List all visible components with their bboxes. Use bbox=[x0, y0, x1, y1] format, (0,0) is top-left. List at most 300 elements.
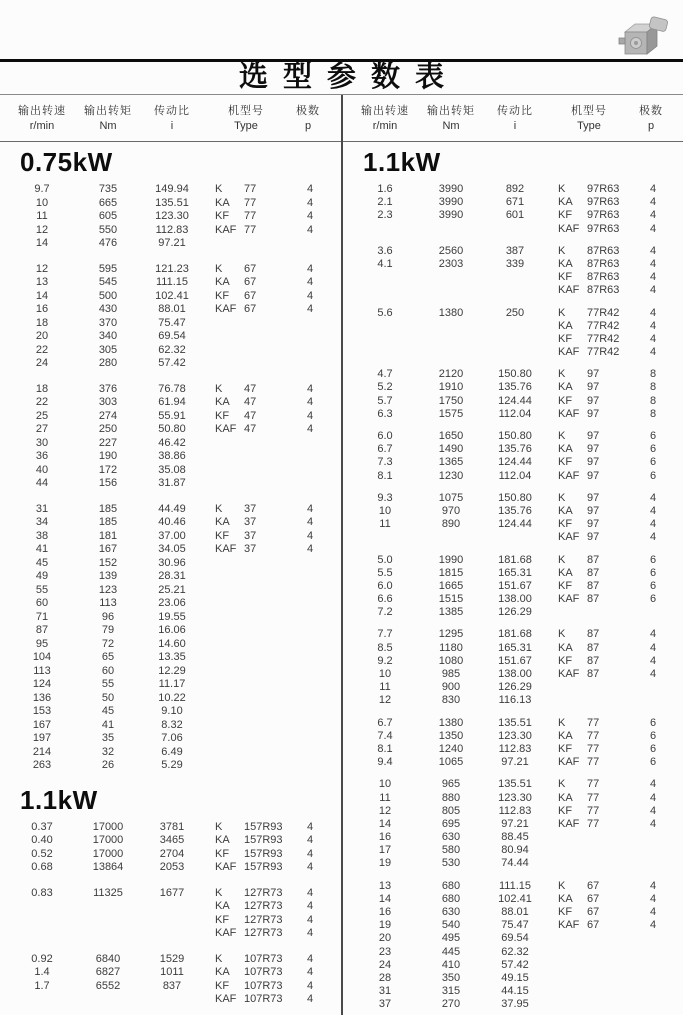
ratio-cell: 181.68 bbox=[498, 553, 532, 566]
page-title: 选型参数表 bbox=[238, 61, 459, 93]
type-model-cell bbox=[244, 344, 296, 358]
torque-cell: 605 bbox=[98, 210, 118, 222]
poles-cell: 4 bbox=[649, 641, 657, 654]
type-prefix-cell: K bbox=[558, 244, 566, 257]
poles-cell bbox=[296, 638, 324, 652]
type-model-cell bbox=[244, 732, 296, 746]
torque-cell: 139 bbox=[98, 570, 118, 582]
ratio-cell: 3465 bbox=[159, 834, 185, 846]
ratio-cell: 44.49 bbox=[158, 502, 186, 515]
type-model-cell: 97R63 bbox=[587, 196, 620, 209]
ratio-cell: 31.87 bbox=[158, 477, 186, 489]
table-row bbox=[343, 972, 683, 985]
type-model-cell bbox=[244, 665, 296, 679]
table-row bbox=[0, 330, 341, 344]
torque-cell: 900 bbox=[441, 681, 461, 694]
type-prefix-cell bbox=[212, 597, 244, 611]
column-header-cn: 输出转速 bbox=[361, 104, 409, 117]
torque-cell: 540 bbox=[441, 919, 461, 932]
table-row bbox=[343, 554, 683, 567]
speed-cell bbox=[0, 993, 84, 1007]
type-prefix-cell: KF bbox=[558, 518, 573, 531]
table-row bbox=[343, 880, 683, 893]
type-model-cell: 87 bbox=[587, 654, 600, 667]
ratio-cell: 138.00 bbox=[498, 668, 532, 680]
ratio-cell: 37.95 bbox=[501, 998, 529, 1011]
type-prefix-cell bbox=[212, 557, 244, 571]
ratio-cell: 69.54 bbox=[501, 932, 529, 945]
ratio-cell: 97.21 bbox=[158, 237, 186, 249]
type-model-cell bbox=[587, 972, 639, 985]
type-prefix-cell bbox=[212, 464, 244, 478]
torque-cell: 190 bbox=[98, 450, 118, 462]
type-model-cell bbox=[244, 317, 296, 331]
type-prefix-cell: K bbox=[215, 886, 223, 899]
speed-cell: 14 bbox=[35, 237, 49, 249]
torque-cell: 26 bbox=[101, 759, 115, 771]
column-header bbox=[427, 104, 475, 134]
torque-cell: 2120 bbox=[438, 368, 464, 381]
torque-cell bbox=[427, 271, 475, 284]
type-prefix-cell: KF bbox=[215, 913, 230, 926]
ratio-cell: 1529 bbox=[159, 952, 185, 965]
speed-cell: 14 bbox=[378, 892, 392, 905]
speed-cell: 95 bbox=[35, 637, 49, 650]
table-row bbox=[0, 516, 341, 530]
type-prefix-cell bbox=[555, 959, 587, 972]
table-row bbox=[343, 284, 683, 297]
speed-cell: 22 bbox=[35, 396, 49, 408]
torque-cell: 55 bbox=[101, 678, 115, 690]
type-model-cell bbox=[587, 932, 639, 945]
type-model-cell: 107R73 bbox=[244, 952, 283, 965]
torque-cell: 630 bbox=[441, 831, 461, 844]
ratio-cell bbox=[132, 993, 212, 1007]
table-column-left bbox=[0, 95, 341, 1015]
poles-cell: 6 bbox=[649, 469, 657, 482]
torque-cell: 880 bbox=[441, 791, 461, 804]
column-header bbox=[343, 104, 427, 134]
type-model-cell: 97R63 bbox=[587, 183, 620, 195]
torque-cell: 305 bbox=[98, 343, 118, 356]
column-header-unit: i bbox=[513, 119, 517, 132]
ratio-cell: 97.21 bbox=[501, 756, 529, 769]
torque-cell: 152 bbox=[98, 556, 118, 569]
torque-cell: 72 bbox=[101, 637, 115, 650]
ratio-cell: 124.44 bbox=[498, 456, 532, 469]
speed-cell: 136 bbox=[32, 691, 52, 704]
torque-cell: 500 bbox=[98, 289, 118, 302]
torque-cell: 2303 bbox=[438, 257, 464, 270]
type-prefix-cell: K bbox=[558, 491, 566, 504]
speed-cell: 20 bbox=[35, 330, 49, 342]
poles-cell bbox=[296, 692, 324, 706]
type-prefix-cell: K bbox=[558, 553, 566, 566]
type-model-cell: 97 bbox=[587, 504, 600, 517]
ratio-cell: 76.78 bbox=[158, 382, 186, 395]
table-row bbox=[343, 307, 683, 320]
speed-cell: 263 bbox=[32, 759, 52, 771]
poles-cell: 4 bbox=[306, 820, 314, 833]
torque-cell: 50 bbox=[101, 691, 115, 704]
poles-cell bbox=[296, 759, 324, 773]
type-prefix-cell: KAF bbox=[558, 469, 580, 482]
poles-cell: 6 bbox=[649, 456, 657, 469]
ratio-cell bbox=[475, 320, 555, 333]
type-prefix-cell: KA bbox=[215, 834, 230, 846]
speed-cell: 19 bbox=[378, 857, 392, 870]
type-model-cell: 87R63 bbox=[587, 284, 620, 297]
poles-cell: 4 bbox=[649, 654, 657, 667]
table-row bbox=[343, 271, 683, 284]
speed-cell: 31 bbox=[35, 502, 49, 515]
torque-cell: 376 bbox=[98, 382, 118, 395]
torque-cell: 495 bbox=[441, 932, 461, 945]
type-model-cell: 97 bbox=[587, 381, 600, 394]
poles-cell bbox=[296, 437, 324, 451]
ratio-cell: 111.15 bbox=[155, 276, 188, 288]
type-model-cell bbox=[244, 638, 296, 652]
speed-cell: 14 bbox=[35, 289, 49, 302]
speed-cell: 11 bbox=[379, 518, 391, 531]
speed-cell: 6.6 bbox=[377, 593, 393, 606]
type-prefix-cell: K bbox=[558, 430, 566, 442]
power-section-heading: 0.75kW bbox=[20, 147, 113, 177]
table-row bbox=[0, 611, 341, 625]
torque-cell: 735 bbox=[98, 183, 118, 195]
type-prefix-cell: KAF bbox=[558, 919, 580, 932]
torque-cell: 181 bbox=[98, 529, 118, 542]
type-model-cell: 77 bbox=[587, 817, 600, 830]
column-header-unit: Type bbox=[234, 119, 258, 132]
torque-cell: 13864 bbox=[92, 861, 124, 873]
poles-cell: 4 bbox=[649, 919, 657, 932]
type-prefix-cell: KAF bbox=[215, 927, 237, 939]
type-model-cell bbox=[587, 606, 639, 619]
poles-cell: 6 bbox=[649, 742, 657, 755]
type-prefix-cell: KAF bbox=[558, 756, 580, 769]
torque-cell: 695 bbox=[441, 817, 461, 830]
speed-cell: 9.3 bbox=[377, 491, 393, 504]
ratio-cell: 38.86 bbox=[158, 450, 186, 462]
speed-cell: 55 bbox=[35, 583, 49, 596]
poles-cell bbox=[296, 330, 324, 344]
poles-cell bbox=[296, 732, 324, 746]
poles-cell: 6 bbox=[649, 553, 657, 566]
ratio-cell: 49.15 bbox=[501, 971, 529, 984]
type-model-cell: 77 bbox=[244, 210, 257, 222]
speed-cell: 45 bbox=[35, 556, 49, 569]
type-model-cell bbox=[587, 946, 639, 959]
type-prefix-cell: K bbox=[215, 262, 223, 275]
table-row bbox=[0, 503, 341, 517]
torque-cell: 1515 bbox=[438, 593, 464, 606]
poles-cell: 4 bbox=[649, 306, 657, 319]
column-header-row bbox=[0, 95, 341, 142]
poles-cell bbox=[296, 705, 324, 719]
table-row bbox=[0, 477, 341, 491]
torque-cell: 41 bbox=[101, 718, 115, 731]
type-prefix-cell: KAF bbox=[558, 407, 580, 420]
torque-cell: 280 bbox=[98, 357, 118, 369]
torque-cell: 630 bbox=[441, 906, 461, 918]
type-model-cell bbox=[244, 746, 296, 760]
ratio-cell: 150.80 bbox=[498, 368, 532, 381]
torque-cell: 3990 bbox=[438, 209, 464, 222]
type-prefix-cell: KF bbox=[215, 289, 230, 302]
speed-cell: 12 bbox=[35, 223, 49, 236]
poles-cell bbox=[296, 611, 324, 625]
speed-cell: 34 bbox=[35, 516, 49, 528]
type-model-cell bbox=[244, 597, 296, 611]
torque-cell: 1990 bbox=[438, 553, 464, 566]
poles-cell: 4 bbox=[649, 906, 657, 918]
table-body-right bbox=[343, 142, 683, 1012]
ratio-cell bbox=[475, 284, 555, 297]
type-model-cell bbox=[244, 570, 296, 584]
ratio-cell: 2053 bbox=[159, 861, 185, 873]
torque-cell: 6840 bbox=[95, 952, 121, 965]
ratio-cell: 135.51 bbox=[155, 196, 189, 209]
table-row bbox=[343, 717, 683, 730]
poles-cell: 4 bbox=[306, 834, 314, 846]
table-row bbox=[0, 410, 341, 424]
torque-cell: 1230 bbox=[438, 469, 464, 482]
type-model-cell bbox=[244, 624, 296, 638]
torque-cell: 1385 bbox=[438, 606, 464, 619]
ratio-cell: 57.42 bbox=[501, 958, 529, 971]
type-model-cell: 67 bbox=[244, 303, 257, 315]
column-header-cn: 传动比 bbox=[497, 104, 533, 117]
table-row bbox=[343, 593, 683, 606]
type-model-cell bbox=[244, 464, 296, 478]
column-header-unit: i bbox=[170, 119, 174, 132]
table-row bbox=[343, 223, 683, 236]
table-row bbox=[343, 857, 683, 870]
speed-cell: 8.1 bbox=[377, 469, 393, 482]
type-model-cell: 77 bbox=[587, 716, 600, 729]
table-row bbox=[343, 456, 683, 469]
poles-cell bbox=[296, 317, 324, 331]
speed-cell: 16 bbox=[378, 831, 392, 844]
poles-cell: 4 bbox=[649, 284, 657, 297]
type-model-cell bbox=[244, 557, 296, 571]
type-model-cell: 87R63 bbox=[587, 244, 620, 257]
type-prefix-cell: KAF bbox=[215, 223, 237, 236]
type-model-cell: 87 bbox=[587, 628, 600, 641]
type-model-cell: 47 bbox=[244, 423, 257, 435]
type-prefix-cell bbox=[555, 694, 587, 707]
speed-cell: 71 bbox=[35, 610, 49, 623]
speed-cell: 41 bbox=[35, 543, 49, 555]
type-model-cell: 97 bbox=[587, 368, 600, 381]
type-model-cell: 87 bbox=[587, 566, 600, 579]
speed-cell: 6.7 bbox=[377, 716, 393, 729]
type-prefix-cell: KF bbox=[215, 847, 230, 860]
type-prefix-cell bbox=[212, 570, 244, 584]
torque-cell: 665 bbox=[98, 196, 118, 209]
speed-cell: 0.92 bbox=[31, 952, 53, 965]
gear-frame-block bbox=[343, 430, 683, 483]
type-prefix-cell: KA bbox=[558, 566, 573, 579]
type-prefix-cell: KAF bbox=[558, 817, 580, 830]
table-row bbox=[343, 381, 683, 394]
speed-cell: 12 bbox=[378, 804, 392, 817]
torque-cell: 11325 bbox=[93, 886, 123, 899]
type-model-cell: 87 bbox=[587, 579, 600, 592]
speed-cell: 1.6 bbox=[377, 183, 393, 195]
type-model-cell: 87R63 bbox=[587, 257, 620, 270]
torque-cell bbox=[84, 927, 132, 941]
speed-cell: 30 bbox=[35, 436, 49, 449]
table-row bbox=[343, 346, 683, 359]
type-model-cell: 97R63 bbox=[587, 222, 620, 235]
torque-cell: 1075 bbox=[438, 491, 464, 504]
table-row bbox=[343, 470, 683, 483]
torque-cell: 185 bbox=[98, 516, 118, 528]
poles-cell: 4 bbox=[306, 847, 314, 860]
gear-frame-block bbox=[343, 307, 683, 360]
ratio-cell: 112.83 bbox=[498, 804, 532, 817]
ratio-cell: 74.44 bbox=[501, 857, 529, 870]
type-model-cell bbox=[244, 450, 296, 464]
ratio-cell: 112.83 bbox=[155, 223, 189, 236]
column-header bbox=[555, 104, 623, 134]
torque-cell: 1380 bbox=[438, 716, 464, 729]
type-model-cell bbox=[244, 692, 296, 706]
type-prefix-cell: KF bbox=[215, 210, 230, 222]
table-row bbox=[0, 692, 341, 706]
gear-frame-block bbox=[0, 263, 341, 371]
table-row bbox=[0, 530, 341, 544]
type-prefix-cell bbox=[212, 611, 244, 625]
table-row bbox=[343, 743, 683, 756]
type-prefix-cell: KA bbox=[558, 257, 573, 270]
gear-frame-block bbox=[343, 492, 683, 545]
column-header bbox=[0, 104, 84, 134]
speed-cell: 113 bbox=[33, 664, 51, 677]
poles-cell bbox=[639, 972, 667, 985]
ratio-cell: 135.51 bbox=[498, 716, 532, 729]
speed-cell: 6.7 bbox=[377, 443, 393, 456]
poles-cell: 4 bbox=[306, 952, 314, 965]
ratio-cell bbox=[132, 927, 212, 941]
type-model-cell: 87 bbox=[587, 668, 600, 680]
ratio-cell: 124.44 bbox=[498, 394, 532, 407]
gear-frame-block bbox=[343, 717, 683, 770]
type-model-cell: 97 bbox=[587, 443, 600, 456]
ratio-cell: 11.17 bbox=[158, 678, 186, 690]
poles-cell: 4 bbox=[649, 183, 657, 195]
ratio-cell: 250 bbox=[505, 306, 525, 319]
torque-cell: 476 bbox=[98, 237, 118, 249]
poles-cell bbox=[639, 998, 667, 1011]
gearmotor-photo-icon bbox=[617, 14, 671, 58]
type-model-cell: 67 bbox=[587, 892, 600, 905]
type-prefix-cell: KAF bbox=[558, 222, 580, 235]
poles-cell: 4 bbox=[306, 196, 314, 209]
poles-cell: 4 bbox=[306, 423, 314, 435]
type-model-cell: 77 bbox=[587, 791, 600, 804]
type-prefix-cell bbox=[555, 985, 587, 998]
ratio-cell bbox=[475, 531, 555, 544]
table-row bbox=[0, 759, 341, 773]
table-row bbox=[343, 831, 683, 844]
table-row bbox=[0, 834, 341, 848]
table-row bbox=[343, 580, 683, 593]
poles-cell: 4 bbox=[306, 900, 314, 912]
torque-cell: 680 bbox=[441, 892, 461, 905]
column-header-unit: Nm bbox=[99, 119, 117, 132]
poles-cell: 4 bbox=[649, 817, 657, 830]
type-model-cell: 157R93 bbox=[244, 820, 283, 833]
speed-cell: 40 bbox=[35, 463, 49, 476]
speed-cell: 10 bbox=[378, 668, 392, 680]
torque-cell: 1665 bbox=[438, 579, 464, 592]
table-row bbox=[0, 557, 341, 571]
table-row bbox=[343, 395, 683, 408]
poles-cell bbox=[296, 570, 324, 584]
ratio-cell: 112.04 bbox=[498, 469, 532, 482]
poles-cell: 8 bbox=[649, 394, 657, 407]
type-model-cell: 87 bbox=[587, 593, 600, 606]
ratio-cell: 12.29 bbox=[158, 664, 186, 677]
poles-cell: 4 bbox=[306, 529, 314, 542]
poles-cell: 6 bbox=[649, 756, 657, 769]
table-row bbox=[343, 408, 683, 421]
type-model-cell bbox=[244, 705, 296, 719]
poles-cell: 4 bbox=[306, 183, 314, 195]
type-model-cell: 47 bbox=[244, 396, 257, 408]
poles-cell: 4 bbox=[306, 993, 314, 1005]
type-prefix-cell bbox=[212, 477, 244, 491]
poles-cell: 6 bbox=[649, 566, 657, 579]
torque-cell: 227 bbox=[98, 436, 118, 449]
type-prefix-cell: K bbox=[215, 820, 223, 833]
column-header-unit: r/min bbox=[372, 119, 398, 132]
torque-cell: 32 bbox=[101, 745, 115, 758]
torque-cell: 985 bbox=[441, 668, 461, 680]
speed-cell: 12 bbox=[378, 694, 392, 707]
type-model-cell: 97R63 bbox=[587, 209, 620, 222]
poles-cell: 4 bbox=[649, 257, 657, 270]
speed-cell: 5.6 bbox=[377, 306, 393, 319]
poles-cell bbox=[296, 624, 324, 638]
table-row bbox=[343, 443, 683, 456]
type-prefix-cell: KAF bbox=[215, 993, 237, 1005]
poles-cell bbox=[296, 344, 324, 358]
type-prefix-cell: KA bbox=[215, 516, 230, 528]
power-section-heading: 1.1kW bbox=[20, 784, 98, 815]
ratio-cell: 165.31 bbox=[498, 641, 532, 654]
speed-cell: 124 bbox=[32, 678, 52, 690]
poles-cell bbox=[639, 946, 667, 959]
type-model-cell: 77 bbox=[244, 223, 257, 236]
ratio-cell: 19.55 bbox=[158, 610, 186, 623]
type-model-cell: 87R63 bbox=[587, 271, 620, 284]
type-prefix-cell: KA bbox=[558, 319, 573, 332]
speed-cell: 7.2 bbox=[377, 606, 393, 619]
ratio-cell: 44.15 bbox=[501, 985, 529, 998]
type-prefix-cell bbox=[212, 638, 244, 652]
speed-cell bbox=[343, 320, 427, 333]
table-row bbox=[0, 423, 341, 437]
ratio-cell: 138.00 bbox=[498, 593, 532, 606]
ratio-cell: 46.42 bbox=[158, 436, 186, 449]
torque-cell: 545 bbox=[98, 276, 118, 288]
column-header-cn: 输出转矩 bbox=[427, 104, 475, 117]
poles-cell bbox=[296, 237, 324, 251]
